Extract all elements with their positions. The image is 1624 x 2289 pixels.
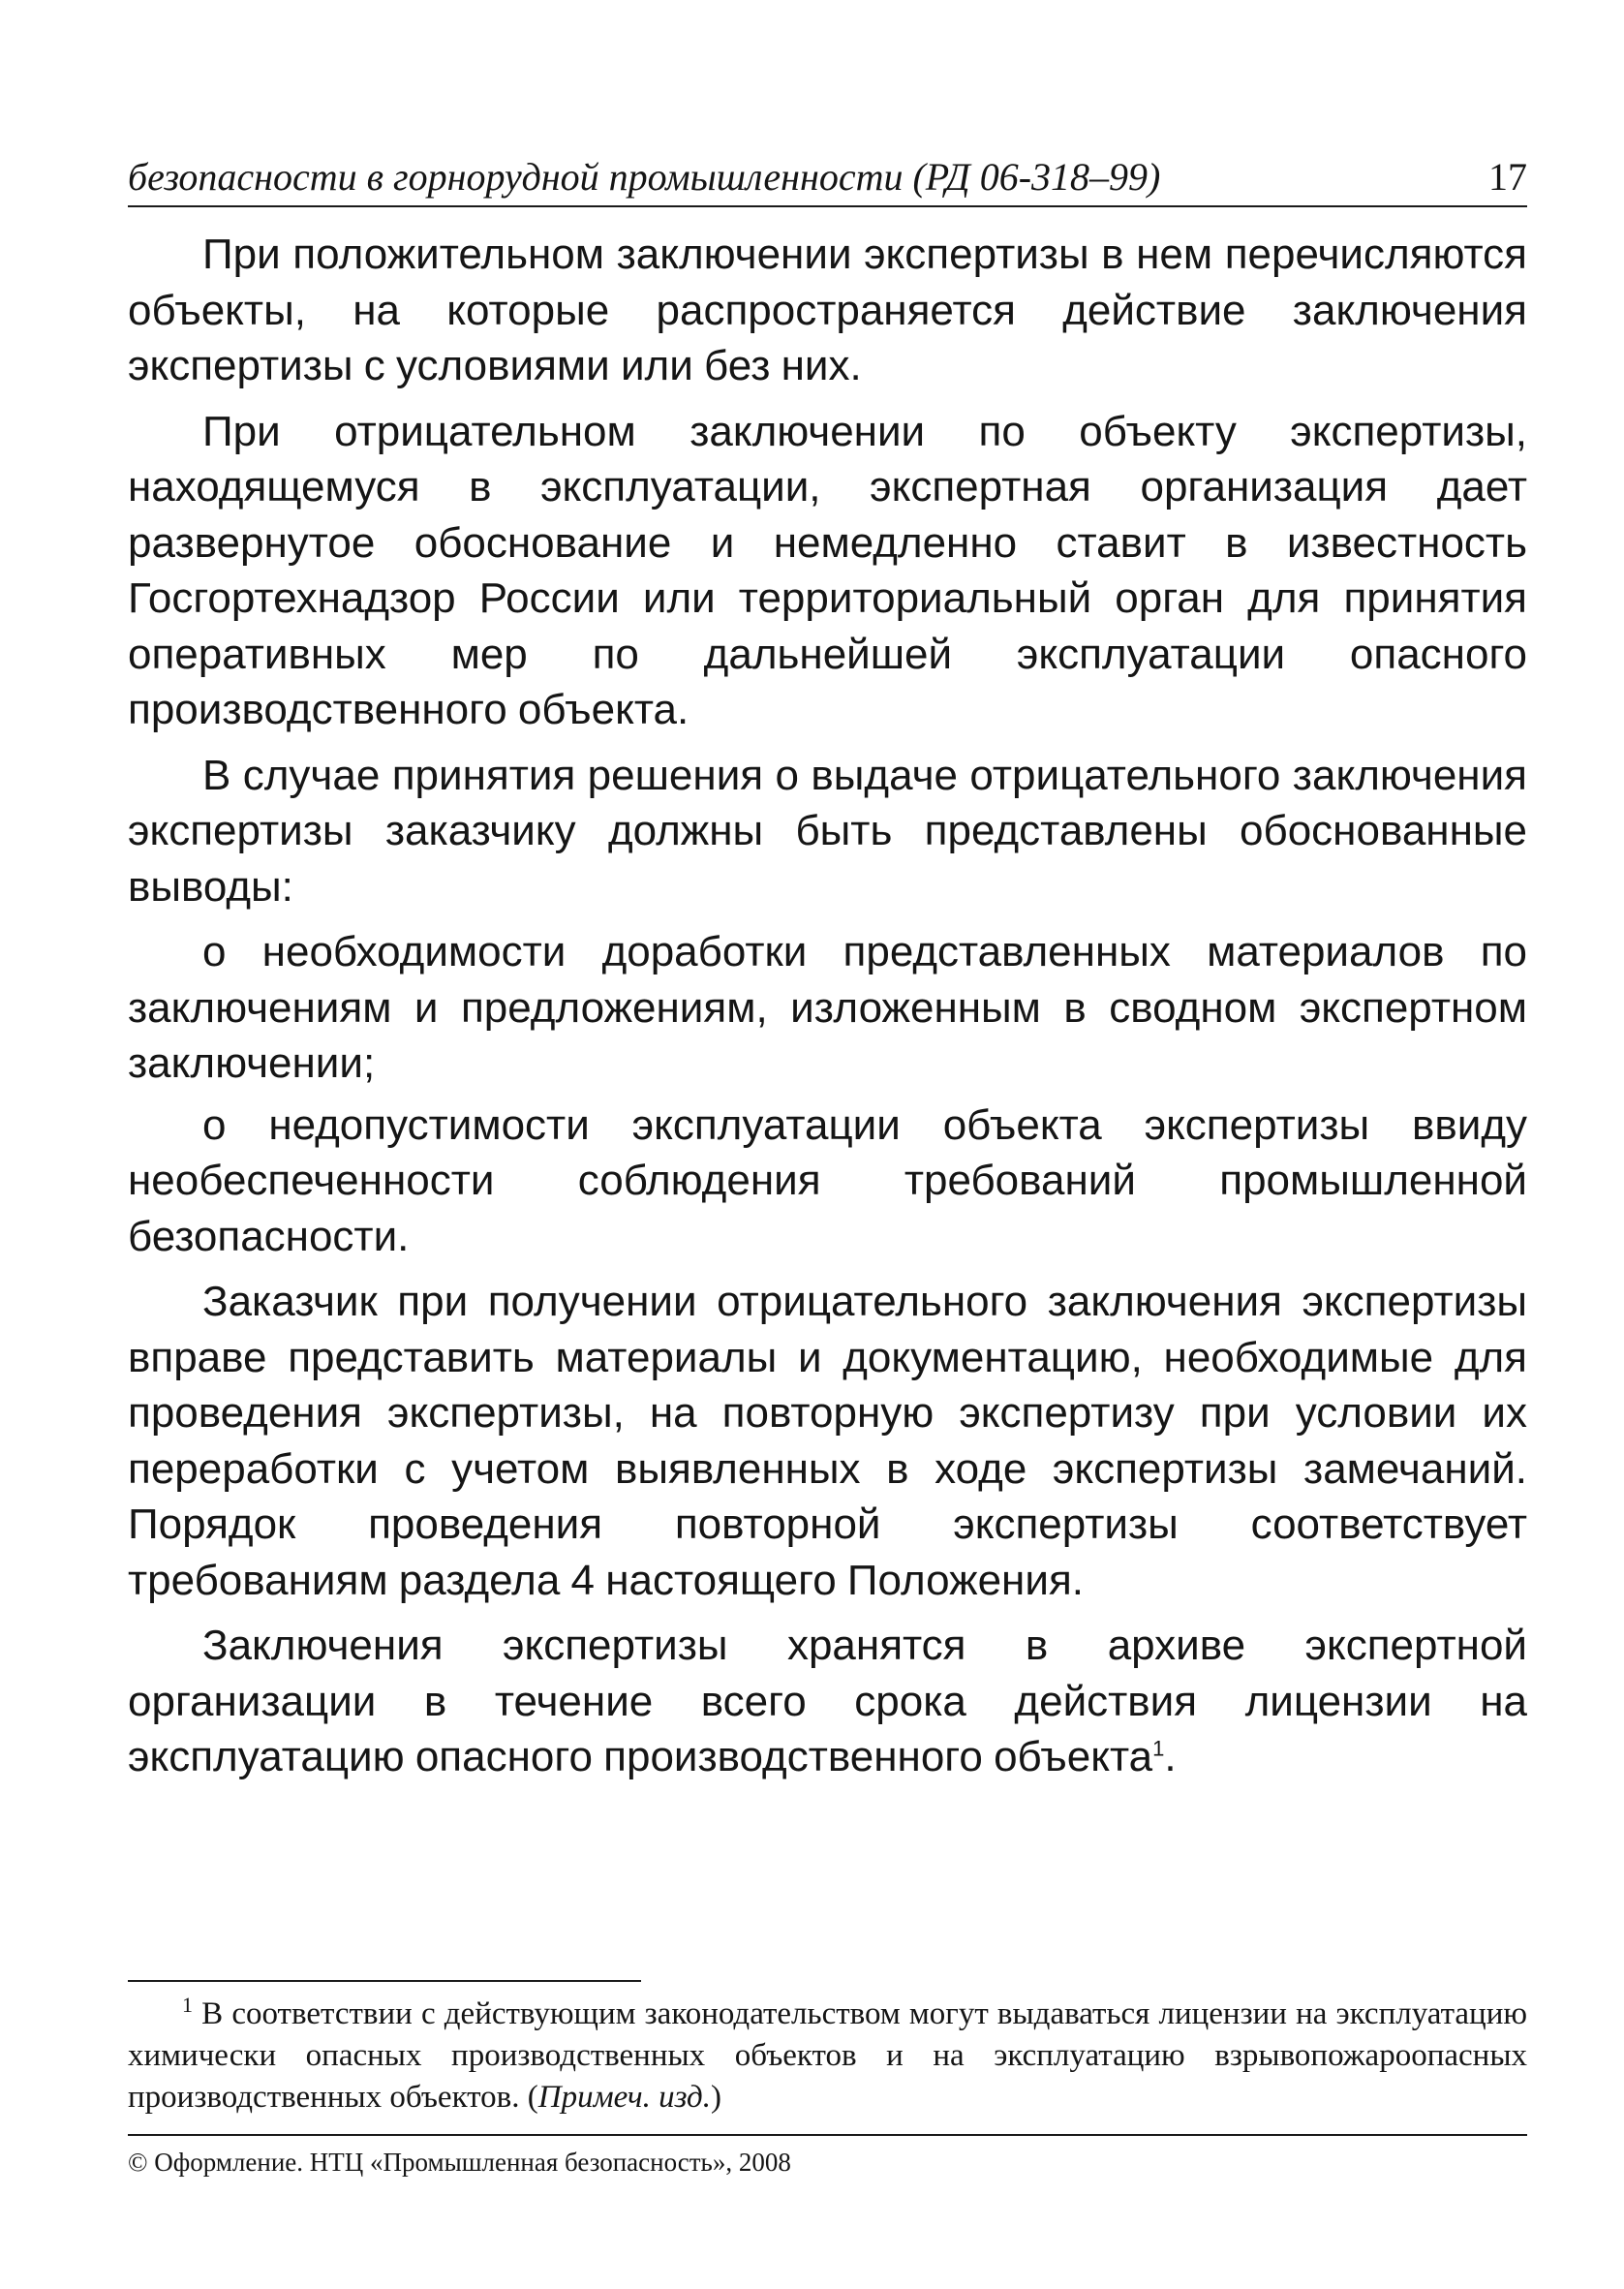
header-title: безопасности в горнорудной промышленности (РД 06-318–99) [128,155,1161,199]
paragraph-5-end: . [1164,1733,1177,1780]
footnote-close: ) [710,2080,721,2115]
paragraph-4: Заказчик при получении отрицательного заключения экспертизы вправе представить материалы и документацию, необходимые для проведения экспертизы, на повторную экспертизу при условии их переработки с учетом выявленных в ходе экспертизы замечаний. Порядок проведения повторной экспертизы соответствует требованиям раздела 4 настоящего Положения. [128,1278,1527,1604]
footnote-editor-note: Примеч. изд. [537,2080,711,2115]
paragraph-2: При отрицательном заключении по объекту экспертизы, находящемуся в эксплуатации, экспертная организация дает развернутое обоснование и немедленно ставит в известность Госгортехнадзор России или территориальный орган для принятия оперативных мер по дальнейшей эксплуатации опасного производственного объекта. [128,407,1527,733]
paragraph-5-text: Заключения экспертизы хранятся в архиве экспертной организации в течение всего срока действия лицензии на эксплуатацию опасного производственного объекта [128,1622,1527,1780]
paragraph-3: В случае принятия решения о выдаче отрицательного заключения экспертизы заказчику должны быть представлены обоснованные выводы: [128,751,1527,911]
copyright-rule [128,2134,1527,2136]
page-number: 17 [1488,155,1527,199]
list-item-1: о необходимости доработки представленных материалов по заключениям и предложениям, изложенным в сводном экспертном заключении; [128,928,1527,1087]
footnote-text: В соответствии с действующим законодательством могут выдаваться лицензии на эксплуатацию химически опасных производственных объектов и на эксплуатацию взрывопожароопасных производственных объектов. ( [128,1996,1528,2115]
paragraph-5 [128,1618,1527,1785]
running-header [128,153,1527,207]
footnote-separator [128,1980,641,1982]
main-text [128,227,1527,1795]
list-item-2: о недопустимости эксплуатации объекта экспертизы ввиду необеспеченности соблюдения требований промышленной безопасности. [128,1100,1527,1260]
footnote [128,1994,1527,2119]
footnote-marker: 1 [182,1993,193,2017]
copyright-line: © Оформление. НТЦ «Промышленная безопасность», 2008 [128,2148,791,2177]
footnote-reference[interactable]: 1 [1152,1736,1165,1761]
paragraph-1: При положительном заключении экспертизы в нем перечисляются объекты, на которые распространяется действие заключения экспертизы с условиями или без них. [128,231,1527,389]
